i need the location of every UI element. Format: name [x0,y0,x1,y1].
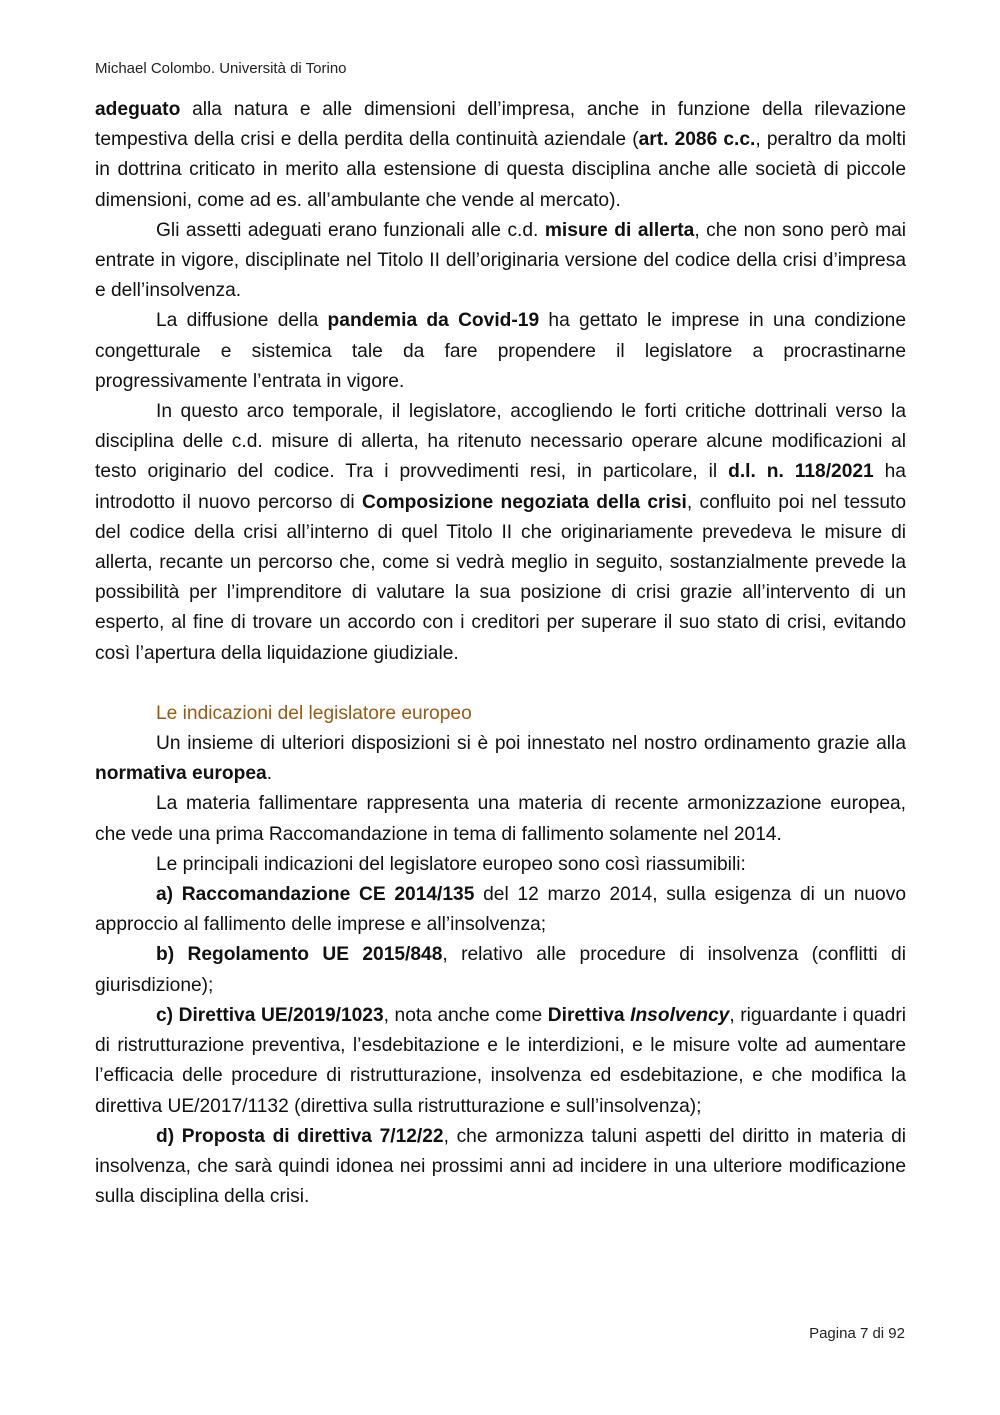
bold-term: Direttiva [547,1004,631,1026]
text-span: , riguardante i quadri di ristrutturazione preventiva, l’esdebitazione e le interdizioni, e le misure volte ad aumentare l’efficacia delle procedure di ristrutturazione, insolvenza ed esdebitazione, e che modifica la direttiva UE/2017/1132 (direttiva sulla ristrutturazione e sull’insolvenza); [95,1004,907,1117]
bold-term: c) Direttiva UE/2019/1023 [156,1004,384,1026]
text-span: La materia fallimentare rappresenta una materia di recente armonizzazione europea, che vede una prima Raccomandazione in tema di fallimento solamente nel 2014. [95,793,906,845]
text-span: Gli assetti adeguati erano funzionali alle c.d. [156,219,545,241]
text-span: , che armonizza taluni aspetti del diritto in materia di insolvenza, che sarà quindi idonea nei prossimi anni ad incidere in una ulteriore modificazione sulla disciplina della crisi. [95,1125,906,1208]
bold-term: a) Raccomandazione CE 2014/135 [156,884,475,906]
text-span: , che non sono però mai entrate in vigore, disciplinate nel Titolo II dell’originaria versione del codice della crisi d’impresa e dell’insolvenza. [95,219,906,302]
text-span: alla natura e alle dimensioni dell’impresa, anche in funzione della rilevazione tempestiva della crisi e della perdita della continuità aziendale ( [95,99,906,151]
text-span: Un insieme di ulteriori disposizioni si è poi innestato nel nostro ordinamento grazie alla [156,733,906,755]
page-footer: Pagina 7 di 92 [809,1325,905,1342]
bold-term: misure di allerta [544,219,695,241]
paragraph-6 [95,789,906,849]
text-span: , relativo alle procedure di insolvenza (conflitti di giurisdizione); [95,944,906,996]
text-span: , peraltro da molti in dottrina criticato in merito alla estensione di questa disciplina anche alle società di piccole dimensioni, come ad es. all’ambulante che vende al mercato). [95,129,906,211]
text-span: . [266,763,273,785]
text-span: del 12 marzo 2014, sulla esigenza di un nuovo approccio al fallimento delle imprese e all’insolvenza; [95,884,906,936]
text-span: ha gettato le imprese in una condizione congetturale e sistemica tale da fare propendere il legislatore a procrastinarne progressivamente l’entrata in vigore. [95,310,907,392]
list-item-d [95,1122,906,1213]
text-span: ha introdotto il nuovo percorso di [95,461,906,513]
paragraph-2 [95,216,906,307]
paragraph-5 [95,729,906,789]
bold-term: normativa europea [95,763,267,785]
list-item-c [95,1001,906,1122]
paragraph-1 [95,95,906,216]
bold-term: d.l. n. 118/2021 [728,461,874,483]
text-span: , nota anche come [383,1004,548,1026]
paragraph-7 [95,850,906,880]
bold-term: adeguato [95,99,181,120]
paragraph-4 [95,397,906,669]
document-body [95,95,906,1212]
bold-term: d) Proposta di direttiva 7/12/22 [156,1125,444,1147]
italic-term: Insolvency [630,1004,730,1026]
list-item-a [95,880,906,940]
paragraph-3 [95,306,906,397]
bold-term [630,1005,729,1026]
bold-term: pandemia da Covid-19 [327,310,540,332]
list-item-b [95,940,906,1000]
text-span: , confluito poi nel tessuto del codice della crisi all’interno di quel Titolo II che originariamente prevedeva le misure di allerta, recante un percorso che, come si vedrà meglio in seguito, sostanzialmente prevede la possibilità per l’imprenditore di valutare la sua posizione di crisi grazie all’intervento di un esperto, al fine di trovare un accordo con i creditori per superare il suo stato di crisi, evitando così l’apertura della liquidazione giudiziale. [95,491,907,664]
text-span: La diffusione della [156,310,328,332]
bold-term: Composizione negoziata della crisi [362,491,687,513]
text-span: In questo arco temporale, il legislatore, accogliendo le forti critiche dottrinali verso la disciplina delle c.d. misure di allerta, ha ritenuto necessario operare alcune modificazioni al testo originario del codice. Tra i provvedimenti resi, in particolare, il [95,401,906,483]
bold-term: art. 2086 c.c. [638,129,756,151]
page-header: Michael Colombo. Università di Torino [95,60,347,77]
section-title: Le indicazioni del legislatore europeo [156,702,472,724]
text-span: Le principali indicazioni del legislatore europeo sono così riassumibili: [156,853,746,875]
bold-term: b) Regolamento UE 2015/848 [156,944,443,966]
